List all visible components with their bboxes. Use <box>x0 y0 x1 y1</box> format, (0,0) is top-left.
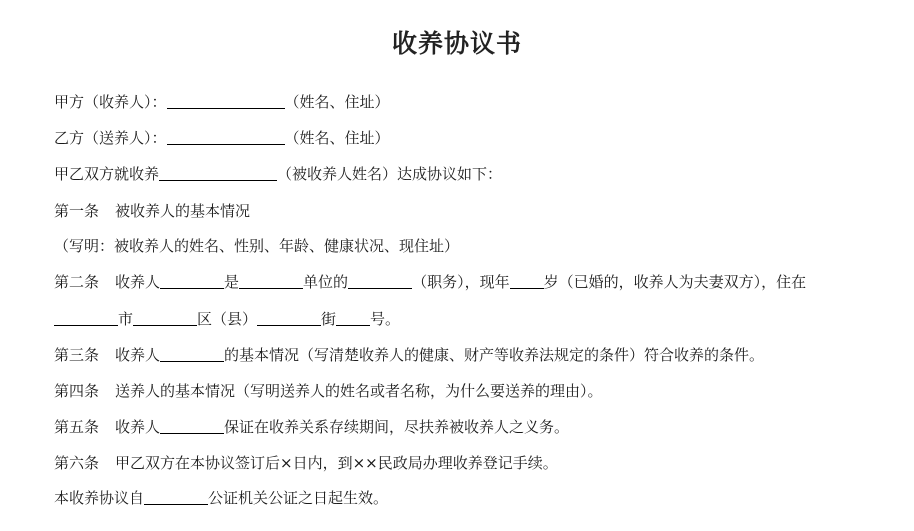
party-a-label: 甲方（收养人）： <box>54 93 167 111</box>
article-6-number: 第六条 <box>54 454 100 472</box>
intro-prefix: 甲乙双方就收养 <box>54 165 160 183</box>
party-b-note: （姓名、住址） <box>284 129 390 147</box>
district-blank <box>133 309 197 326</box>
effective-text-2: 公证机关公证之日起生效。 <box>208 489 389 507</box>
document-title: 收养协议书 <box>391 29 522 58</box>
article-4-number: 第四条 <box>54 382 100 400</box>
article-3-adopter-blank <box>160 345 224 362</box>
article-1-number: 第一条 <box>54 202 100 220</box>
house-number-blank <box>336 309 370 326</box>
party-a-blank <box>167 92 285 109</box>
intro-suffix: （被收养人姓名）达成协议如下： <box>277 165 503 183</box>
article-3 <box>54 344 764 366</box>
article-2-text-2: 是 <box>224 273 240 291</box>
address-street-label: 街 <box>321 310 337 328</box>
article-2-text-5: 岁（已婚的，收养人为夫妻双方），住在 <box>543 273 807 291</box>
article-2 <box>54 271 806 293</box>
article-5-adopter-blank <box>160 417 224 434</box>
article-5 <box>54 416 569 438</box>
article-5-text-2: 保证在收养关系存续期间，尽扶养被收养人之义务。 <box>224 418 570 436</box>
party-b-label: 乙方（送养人）： <box>54 129 167 147</box>
address-district-label: 区（县） <box>197 310 258 328</box>
age-blank <box>510 272 544 289</box>
agreement-intro-line <box>54 163 502 185</box>
address-city-label: 市 <box>118 310 134 328</box>
article-2-address <box>54 308 400 330</box>
party-a-note: （姓名、住址） <box>284 93 390 111</box>
effective-text-1: 本收养协议自 <box>54 489 145 507</box>
article-6-text: 甲乙双方在本协议签订后×日内，到××民政局办理收养登记手续。 <box>115 454 558 472</box>
adopter-name-blank <box>160 272 224 289</box>
position-blank <box>348 272 412 289</box>
article-3-text-1: 收养人 <box>115 346 161 364</box>
article-4-text: 送养人的基本情况（写明送养人的姓名或者名称，为什么要送养的理由）。 <box>115 382 603 400</box>
party-b-line <box>54 127 390 149</box>
article-2-text-4: （职务），现年 <box>412 273 510 291</box>
article-3-text-2: 的基本情况（写清楚收养人的健康、财产等收养法规定的条件）符合收养的条件。 <box>224 346 765 364</box>
article-2-text-1: 收养人 <box>115 273 161 291</box>
article-1 <box>54 200 250 222</box>
article-1-text: 被收养人的基本情况 <box>115 202 251 220</box>
adoptee-name-blank <box>159 164 277 181</box>
effective-clause <box>54 487 388 509</box>
party-a-line <box>54 91 390 113</box>
address-number-label: 号。 <box>370 310 401 328</box>
notary-blank <box>144 488 208 505</box>
article-1-note <box>54 235 459 257</box>
article-6 <box>54 452 558 474</box>
street-blank <box>257 309 321 326</box>
article-2-number: 第二条 <box>54 273 100 291</box>
article-1-note-text: （写明：被收养人的姓名、性别、年龄、健康状况、现住址） <box>54 237 460 255</box>
article-5-number: 第五条 <box>54 418 100 436</box>
article-3-number: 第三条 <box>54 346 100 364</box>
employer-blank <box>239 272 303 289</box>
city-blank <box>54 309 118 326</box>
party-b-blank <box>167 128 285 145</box>
article-4 <box>54 380 603 402</box>
article-5-text-1: 收养人 <box>115 418 161 436</box>
article-2-text-3: 单位的 <box>303 273 349 291</box>
